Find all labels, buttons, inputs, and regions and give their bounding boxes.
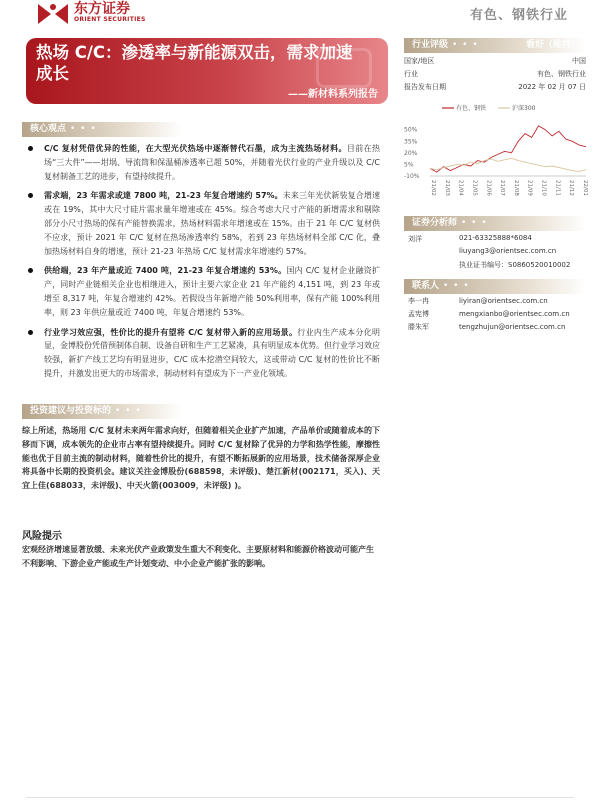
x-tick-label: 21/04 (457, 180, 464, 196)
x-tick-label: 21/03 (443, 180, 450, 196)
core-point-lead: C/C 复材凭借优异的性能，在大型光伏热场中逐渐替代石墨，成为主流热场材料。 (44, 144, 347, 153)
contacts-list (408, 294, 588, 333)
analyst-phone: 021-63325888*6084 (459, 234, 532, 242)
contacts-header (404, 279, 586, 294)
y-tick-label: -10% (404, 173, 420, 180)
logo-mark-icon (36, 2, 70, 24)
title-banner (26, 38, 388, 104)
chart-svg (400, 102, 592, 206)
x-tick-label: 21/09 (526, 180, 533, 196)
core-point-lead: 需求端，23 年需求或達 7800 吨，21-23 年复合增速约 57%。 (44, 191, 283, 201)
info-key: 国家/地区 (404, 57, 435, 65)
contact-row (408, 307, 588, 320)
info-value: 有色、钢铁行业 (537, 70, 586, 78)
invest-section-header (22, 404, 182, 419)
report-series: ——新材料系列报告 (288, 89, 378, 100)
core-point-lead: 行业学习效应强，性价比的提升有望将 C/C 复材带入新的应用场景。 (44, 327, 298, 337)
rating-label: 行业评级 (412, 40, 449, 50)
info-key: 行业 (404, 70, 418, 78)
legend-label-industry: 有色、钢铁 (456, 105, 487, 112)
x-tick-label: 21/11 (554, 180, 561, 196)
core-point-text: 国内 C/C 复材企业融资扩产，同时产业链相关企业也相继进入，预计主要六家企业 21 年产能约 4,151 吨，到 23 年或增至 8,317 吨，年复合增速约 42%。若假设当年新增产能 50%利用率，保有产能 100%利用率，则 23 年供应量或近 7400 吨，年复合增速约 53%。 (44, 266, 381, 317)
x-tick-label: 21/06 (485, 180, 492, 196)
x-tick-label: 21/07 (499, 180, 506, 196)
x-tick-label: 21/02 (430, 180, 436, 196)
analyst-cert: 执业证书编号：S0860520010002 (459, 261, 571, 269)
info-row-industry (404, 69, 586, 79)
section-dots: • • • (70, 124, 97, 134)
x-tick-label: 21/12 (568, 180, 575, 196)
section-dots: • • • (443, 281, 470, 291)
section-dots: • • • (461, 218, 488, 228)
risk-text: 宏观经济增速显著放缓、未来光伏产业政策发生重大不利变化、主要原材料和能源价格波动可能产生不利影响、下游企业产能或生产计划变动、中小企业产能扩张的影响。 (22, 545, 374, 568)
contact-name: 滕朱军 (408, 322, 429, 331)
section-dots: • • • (452, 40, 479, 50)
risk-title: 风险提示 (22, 531, 62, 542)
contact-email[interactable]: liyiran@orientsec.com.cn (459, 296, 548, 305)
footer-divider (26, 797, 574, 798)
x-tick-label: 21/08 (512, 180, 519, 196)
y-tick-label: 20% (404, 149, 418, 157)
core-section-header (22, 122, 182, 137)
rating-value: 看好（维持） (525, 40, 580, 50)
header-industry: 有色、钢铁行业 (469, 8, 568, 23)
contact-email[interactable]: tengzhujun@orientsec.com.cn (459, 322, 566, 331)
chart-legend (442, 104, 536, 112)
y-tick-label: 50% (404, 126, 418, 134)
investment-text: 综上所述，热场用 C/C 复材未来两年需求向好，但随着相关企业扩产加速，产品单价或随着成本的下移而下调，成本领先的企业市占率有望持续提升。同时 C/C 复材除了优异的力学和热学性能，摩擦性能也优于目前主流的制动材料，随着性价比的提升，有望不断拓展新的应用场景，技术储备深厚企业将具备中长期的投资机会。建议关注金博股份(688598，未评级)、楚江新材(002171，买入)、天宜上佳(688033，未评级)、中天火箭(003009，未评级) )。 (22, 426, 380, 491)
core-point (26, 326, 380, 381)
rating-header (404, 38, 586, 53)
core-section-title: 核心观点 (30, 124, 67, 134)
info-value: 2022 年 02 月 07 日 (518, 83, 586, 91)
invest-section-title: 投资建议与投资标的 (30, 406, 112, 416)
analyst-name: 刘洋 (408, 235, 422, 243)
y-tick-label: 5% (404, 161, 414, 169)
contact-row (408, 320, 588, 333)
y-tick-label: 35% (404, 138, 418, 146)
info-row-date (404, 82, 586, 92)
analyst-title: 证券分析师 (412, 218, 458, 228)
analyst-email[interactable]: liuyang3@orientsec.com.cn (459, 247, 557, 255)
core-point-text: 目前在热场“三大件”——坩埚、导流筒和保温桶渗透率已超 50%，并随着光伏行业的产业升级以及 C/C 复材制备工艺的进步，有望持续提升。 (44, 144, 381, 181)
analyst-header (404, 216, 586, 231)
core-point-lead: 供给端，23 年产量或近 7400 吨，21-23 年复合增速约 53%。 (44, 266, 287, 276)
info-row-region (404, 56, 586, 66)
x-tick-label: 22/01 (582, 180, 588, 196)
core-point (26, 189, 380, 258)
core-point-text: 未来三年光伏新装复合增速或在 19%，其中大尺寸硅片需求量年增速或在 45%。综合考虑大尺寸产能的新增需求和剔除部分小尺寸热场的保有产能替换需求，热场材料需求年增速或在 15%。由于 21 年 C/C 复材供不应求，预计 2021 年 C/C 复材在热场渗透率约 58%，若到 23 年热场材料全部 C/C 化，叠加热场材料自身的增速，预计 21-23 年热场 C/C 复材需求年增速约 57%。 (44, 191, 381, 256)
core-point-text: 行业内生产成本分化明显，金博股份凭借预制体自制、设备自研和生产工艺紧凑，具有明显成本优势。但行业学习效应较强，新扩产线工艺均有明显进步，C/C 成本挖潜空间较大，这或带动 C/C 复材的性价比不断提升，并激发出更大的市场需求，制动材料有望成为下一产业化领域。 (44, 327, 381, 378)
section-dots: • • • (115, 406, 142, 416)
x-tick-label: 21/05 (471, 180, 478, 196)
company-logo (36, 0, 146, 26)
performance-chart (400, 102, 592, 206)
core-point (26, 264, 380, 319)
logo-name: 东方证券 (74, 1, 130, 17)
contact-row (408, 294, 588, 307)
core-point (26, 142, 380, 183)
info-key: 报告发布日期 (404, 83, 446, 91)
contact-name: 李一冉 (408, 296, 429, 305)
x-tick-label: 21/10 (540, 180, 547, 196)
contact-email[interactable]: mengxianbo@orientsec.com.cn (459, 309, 570, 318)
logo-name-en: ORIENT SECURITIES (74, 16, 146, 23)
info-value: 中国 (572, 57, 586, 65)
core-points (26, 142, 380, 387)
contacts-title: 联系人 (412, 281, 440, 291)
contact-name: 孟宪博 (408, 309, 429, 318)
report-title: 热场 C/C：渗透率与新能源双击，需求加速成长 (36, 43, 353, 83)
legend-label-index: 沪深300 (512, 105, 536, 112)
